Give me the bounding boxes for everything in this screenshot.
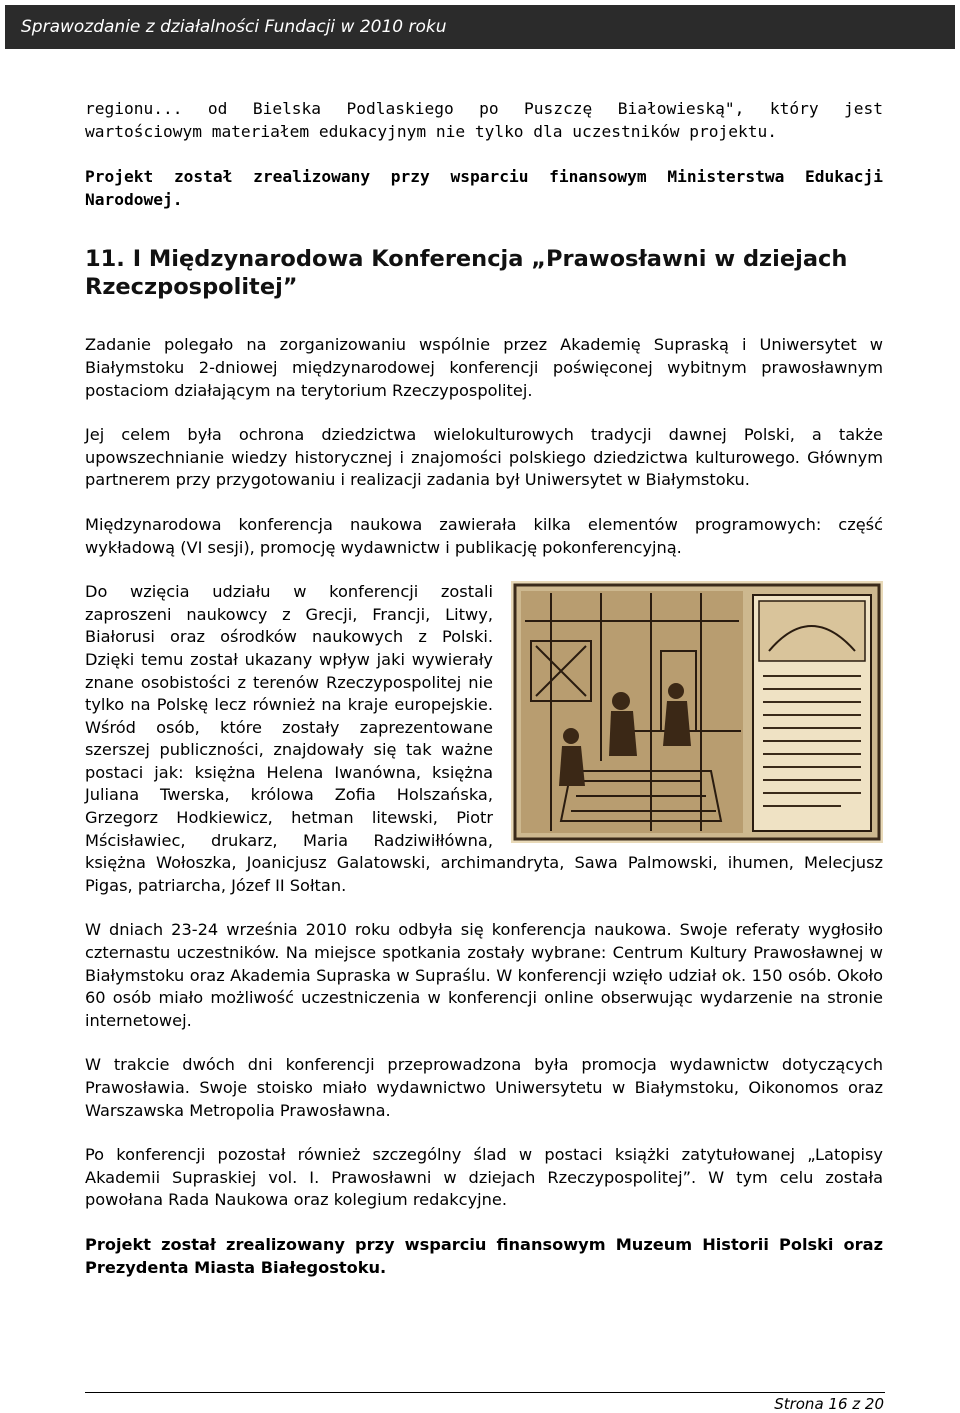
paragraph-task: Zadanie polegało na zorganizowaniu wspólnie przez Akademię Supraską i Uniwersytet w Białymstoku 2-dniowej międzynarodowej konferencji poświęconej wybitnym prawosławnym postaciom działającym na terytorium Rzeczypospolitej. bbox=[85, 335, 883, 400]
page-header bbox=[5, 5, 955, 49]
old-printing-press-engraving-icon bbox=[511, 581, 883, 843]
paragraph-intro: regionu... od Bielska Podlaskiego po Puszczę Białowieską", który jest wartościowym materiałem edukacyjnym nie tylko dla uczestników projektu. bbox=[85, 99, 883, 141]
paragraph-publication: Po konferencji pozostał również szczególny ślad w postaci książki zatytułowanej „Latopisy Akademii Supraskiej vol. I. Prawosławni w dziejach Rzeczypospolitej”. W tym celu została powołana Rada Naukowa oraz kolegium redakcyjne. bbox=[85, 1145, 883, 1210]
page-content bbox=[85, 98, 883, 1279]
paragraph-funding-mhp: Projekt został zrealizowany przy wsparciu finansowym Muzeum Historii Polski oraz Prezydenta Miasta Białegostoku. bbox=[85, 1234, 883, 1277]
paragraph-funding-men: Projekt został zrealizowany przy wsparciu finansowym Ministerstwa Edukacji Narodowej. bbox=[85, 167, 883, 209]
paragraph-goal: Jej celem była ochrona dziedzictwa wielokulturowych tradycji dawnej Polski, a także upowszechnianie wiedzy historycznej i znajomości polskiego dziedzictwa kulturowego. Głównym partnerem przy przygotowaniu i realizacji zadania był Uniwersytet w Białymstoku. bbox=[85, 425, 883, 490]
paragraph-program: Międzynarodowa konferencja naukowa zawierała kilka elementów programowych: część wykładową (VI sesji), promocję wydawnictw i publikację pokonferencyjną. bbox=[85, 514, 883, 557]
paragraph-promotion: W trakcie dwóch dni konferencji przeprowadzona była promocja wydawnictw dotyczących Prawosławia. Swoje stoisko miało wydawnictwo Uniwersytetu w Białymstoku, Oikonomos oraz Warszawska Metropolia Prawosławna. bbox=[85, 1055, 883, 1120]
section-heading: 11. I Międzynarodowa Konferencja „Prawosławni w dziejach Rzeczpospolitej” bbox=[85, 246, 848, 301]
footer-divider bbox=[85, 1392, 885, 1393]
page-number: Strona 16 z 20 bbox=[774, 1395, 884, 1413]
paragraph-dates: W dniach 23-24 września 2010 roku odbyła się konferencja naukowa. Swoje referaty wygłosiło czternastu uczestników. Na miejsce spotkania zostały wybrane: Centrum Kultury Prawosławnej w Białymstoku oraz Akademia Supraska w Supraślu. W konferencji wzięło udział ok. 150 osób. Około 60 osób miało możliwość uczestniczenia w konferencji online obserwując wydarzenie na stronie internetowej. bbox=[85, 920, 883, 1030]
document-title: Sprawozdanie z działalności Fundacji w 2010 roku bbox=[21, 17, 447, 37]
figure-wrap bbox=[85, 581, 883, 897]
paragraph-participants: Do wzięcia udziału w konferencji zostali zaproszeni naukowcy z Grecji, Francji, Litwy, Białorusi oraz ośrodków naukowych z Polski. Dzięki temu został ukazany wpływ jaki wywierały znane osobistości z terenów Rzeczypospolitej nie tylko na Polskę lecz również na kraje europejskie. Wśród osób, które zostały zaprezentowane szerszej publiczności, znajdowały się tak ważne postaci jak: księżna Helena Iwanówna, księżna Juliana Twerska, królowa Zofia Holszańska, Grzegorz Hodkiewicz, hetman litewski, Piotr Mścisławiec, drukarz, Maria Radziwiłłówna, księżna Wołoszka, Joanicjusz Galatowski, archimandryta, Sawa Palmowski, ihumen, Melecjusz Pigas, patriarcha, Józef II Sołtan. bbox=[85, 582, 883, 895]
